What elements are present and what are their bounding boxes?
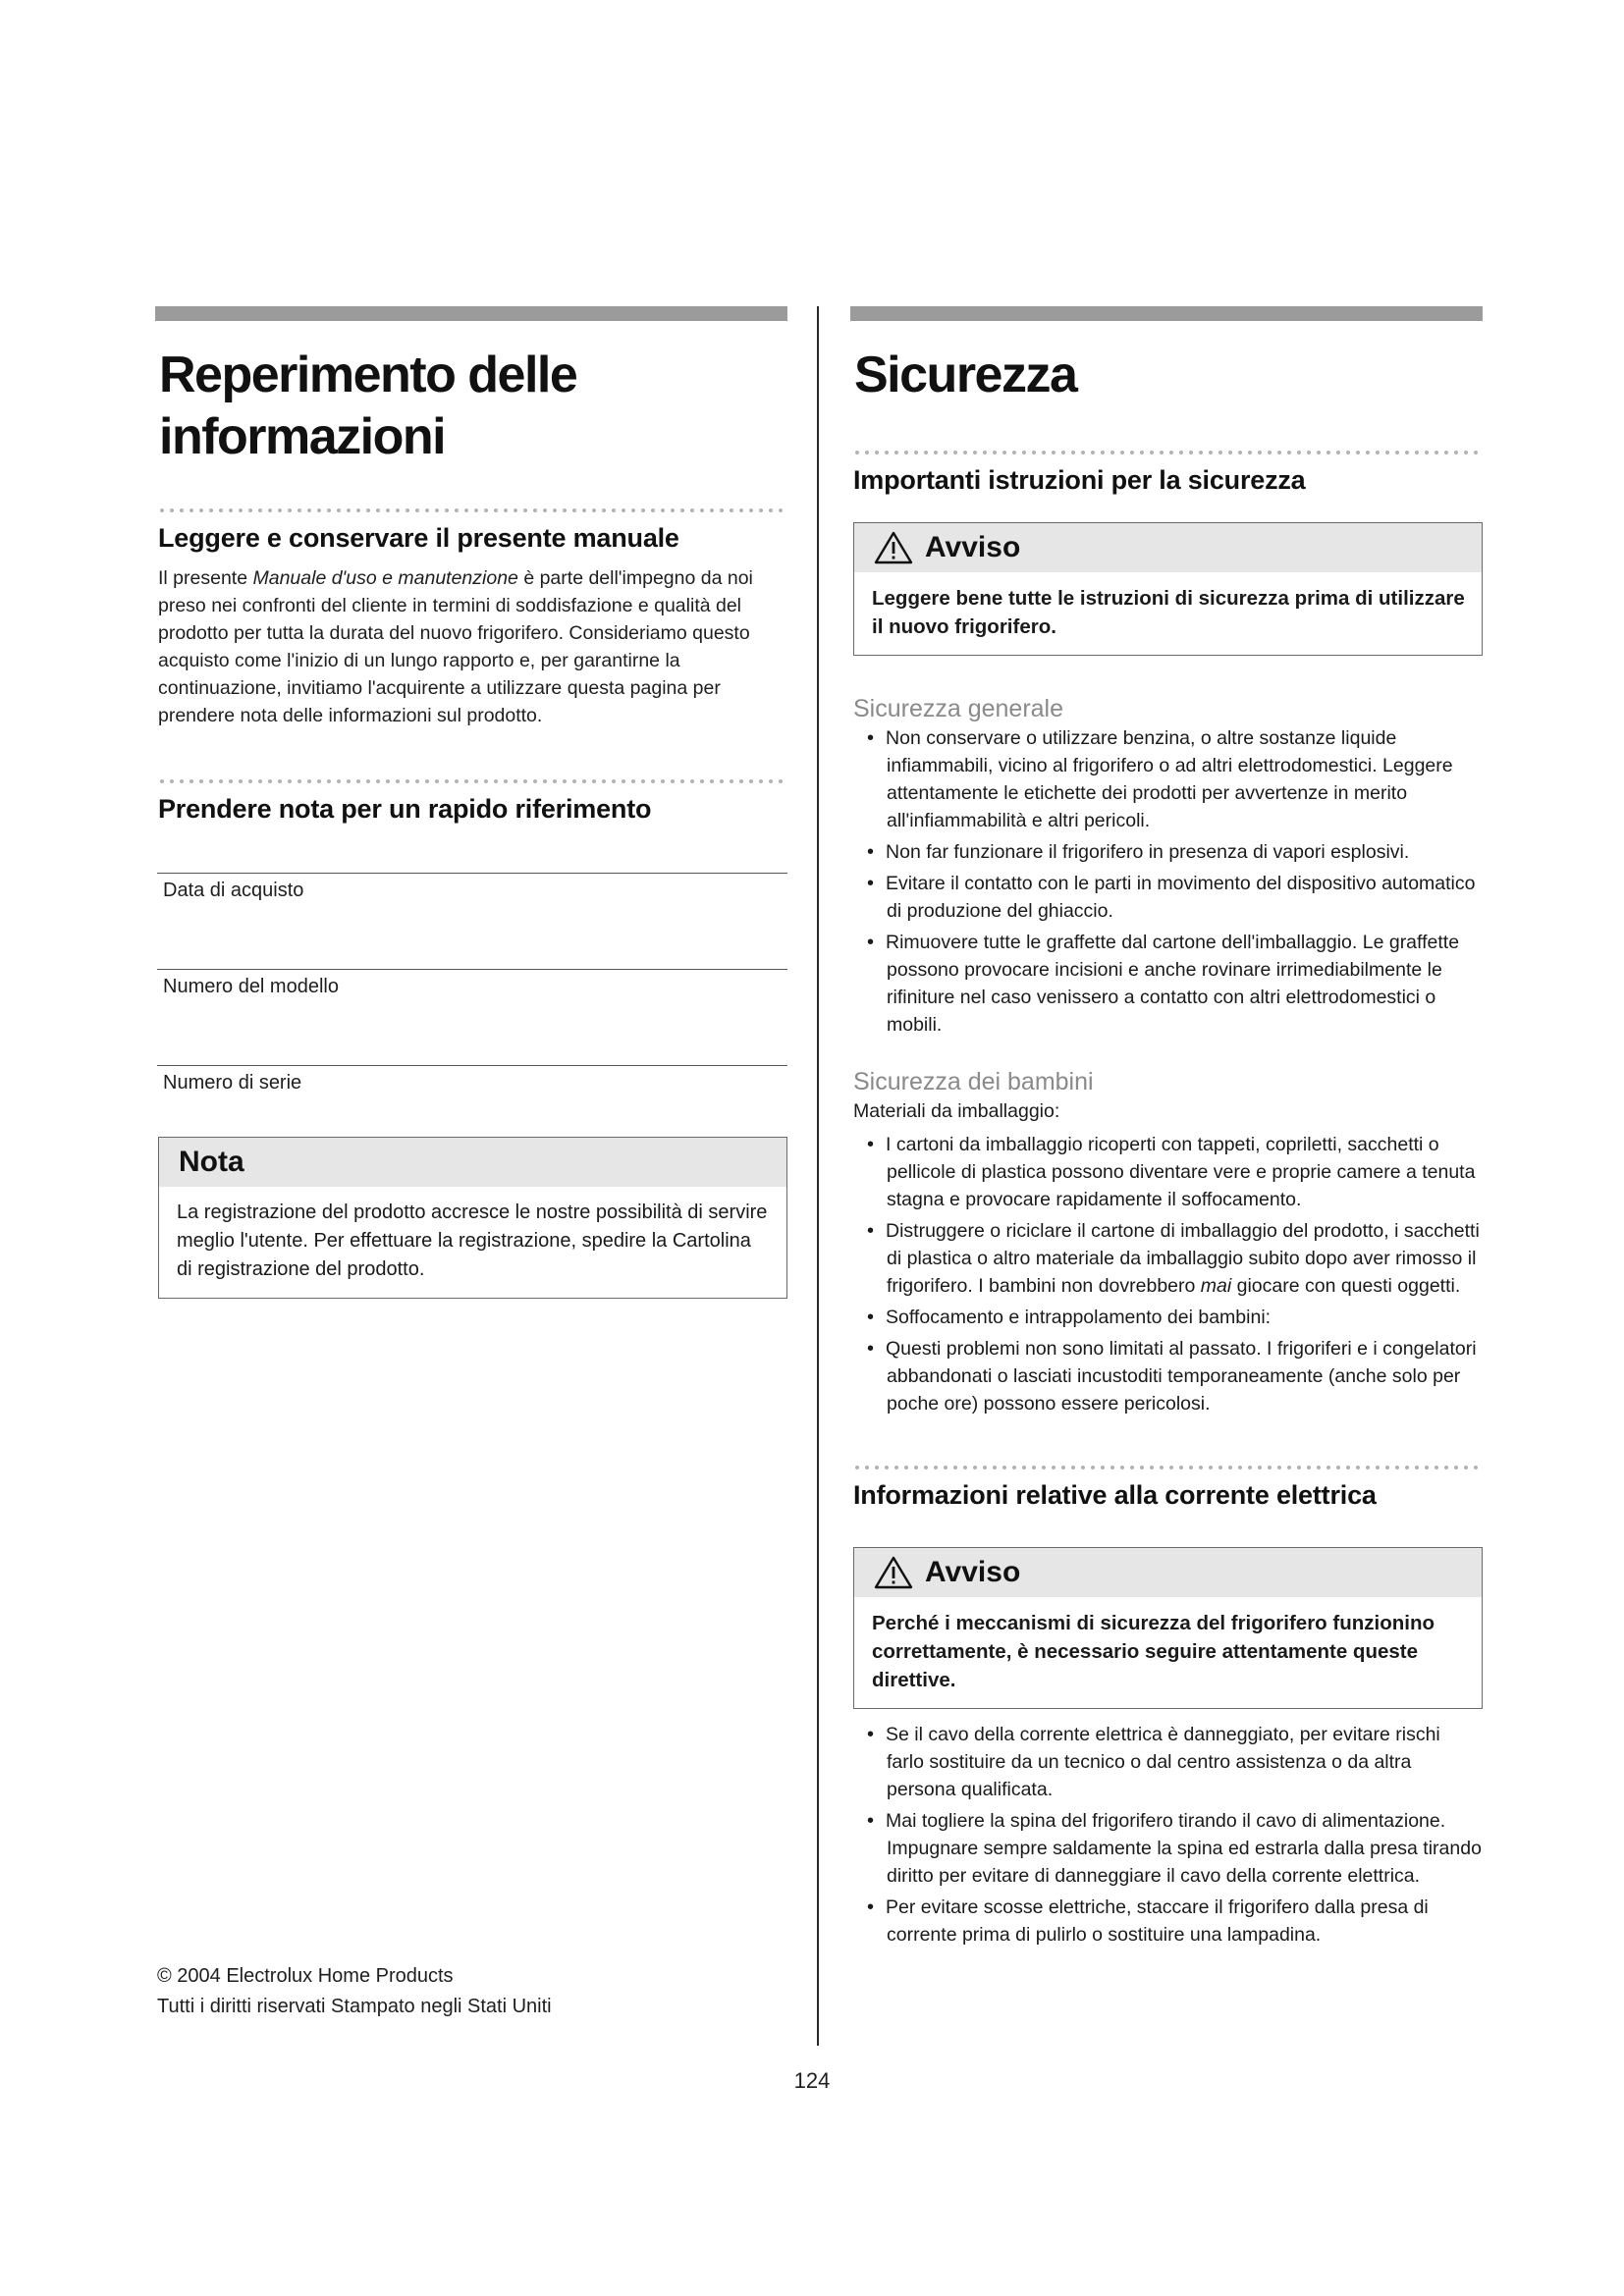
dotted-divider <box>852 1465 1483 1470</box>
dotted-divider <box>157 778 787 784</box>
list-item <box>853 1217 1483 1300</box>
field-line <box>157 1065 787 1066</box>
child-safety-list <box>850 1131 1483 1417</box>
page-title-right: Sicurezza <box>854 347 1077 403</box>
page-title-left <box>159 345 787 468</box>
manual-title-italic: Manuale d'uso e manutenzione <box>252 567 518 589</box>
item-text-prefix: Distruggere o riciclare il cartone di imballaggio del prodotto, i sacchetti di plastica o altro materiale da imballaggio subito dopo aver rimosso il frigorifero. I bambini non dovrebbero <box>886 1220 1480 1297</box>
page-number: 124 <box>793 2068 831 2093</box>
section-top-bar <box>850 306 1483 321</box>
item-text-suffix: giocare con questi oggetti. <box>1231 1275 1461 1297</box>
warning-title: Avviso <box>925 1556 1021 1588</box>
para-suffix: è parte dell'impegno da noi preso nei confronti del cliente in termini di soddisfazione e qualità del prodotto per tutta la durata del nuovo frigorifero. Consideriamo questo acquisto come l'inizio di un lungo rapporto e, per garantirne la continuazione, invitiamo l'acquirente a utilizzare questa pagina per prendere nota delle informazioni sul prodotto. <box>158 567 753 726</box>
field-label: Data di acquisto <box>163 880 304 901</box>
field-label: Numero del modello <box>163 976 339 997</box>
copyright-line: © 2004 Electrolux Home Products <box>157 1965 454 1987</box>
copyright-footer <box>157 1961 552 2022</box>
warning-box <box>853 1547 1483 1709</box>
section-heading-safety-instructions: Importanti istruzioni per la sicurezza <box>853 465 1306 495</box>
serial-number-field <box>157 1065 787 1095</box>
list-item: • Se il cavo della corrente elettrica è danneggiato, per evitare rischi farlo sostituire da un tecnico o dal centro assistenza o da altra persona qualificata. <box>853 1721 1483 1803</box>
manual-paragraph <box>158 564 787 729</box>
list-item: • I cartoni da imballaggio ricoperti con tappeti, copriletti, sacchetti o pellicole di plastica possono diventare vere e proprie camere a tenuta stagna e provocare rapidamente il soffocamento. <box>853 1131 1483 1213</box>
list-item: • Questi problemi non sono limitati al passato. I frigoriferi e i congelatori abbandonati o lasciati incustoditi temporaneamente (anche solo per poche ore) possono essere pericolosi. <box>853 1335 1483 1417</box>
rights-line: Tutti i diritti riservati Stampato negli Stati Uniti <box>157 1996 552 2017</box>
note-title: Nota <box>159 1138 786 1187</box>
purchase-date-field <box>157 873 787 903</box>
section-heading-manual: Leggere e conservare il presente manuale <box>158 523 679 553</box>
section-heading-quick-reference: Prendere nota per un rapido riferimento <box>158 794 652 824</box>
item-text-italic: mai <box>1200 1275 1232 1297</box>
warning-triangle-icon <box>874 531 913 564</box>
warning-title: Avviso <box>925 531 1021 563</box>
list-item: • Mai togliere la spina del frigorifero tirando il cavo di alimentazione. Impugnare sempre saldamente la spina ed estrarla dalla presa tirando diritto per evitare di danneggiare il cavo della corrente elettrica. <box>853 1807 1483 1890</box>
list-item: • Rimuovere tutte le graffette dal cartone dell'imballaggio. Le graffette possono provocare incisioni e anche rovinare irrimediabilmente le rifiniture nel caso venissero a contatto con altri elettrodomestici o mobili. <box>853 929 1483 1039</box>
list-item: • Non far funzionare il frigorifero in presenza di vapori esplosivi. <box>853 838 1483 866</box>
warning-header <box>854 523 1482 572</box>
para-prefix: Il presente <box>158 567 253 589</box>
list-item: • Evitare il contatto con le parti in movimento del dispositivo automatico di produzione del ghiaccio. <box>853 870 1483 925</box>
model-number-field <box>157 969 787 999</box>
warning-body: Perché i meccanismi di sicurezza del frigorifero funzionino correttamente, è necessario seguire attentamente queste direttive. <box>872 1612 1435 1691</box>
packaging-intro: Materiali da imballaggio: <box>853 1100 1060 1122</box>
left-column <box>155 306 787 1299</box>
warning-triangle-icon <box>874 1556 913 1589</box>
warning-box <box>853 522 1483 656</box>
field-line <box>157 873 787 874</box>
note-box <box>158 1137 787 1299</box>
list-item: • Per evitare scosse elettriche, staccare il frigorifero dalla presa di corrente prima di pulirlo o sostituire una lampadina. <box>853 1894 1483 1949</box>
field-label: Numero di serie <box>163 1072 302 1094</box>
title-line-2: informazioni <box>159 408 446 465</box>
warning-body: Leggere bene tutte le istruzioni di sicurezza prima di utilizzare il nuovo frigorifero. <box>872 587 1465 638</box>
section-heading-electrical: Informazioni relative alla corrente elettrica <box>853 1480 1377 1510</box>
list-item: • Soffocamento e intrappolamento dei bambini: <box>853 1304 1483 1331</box>
dotted-divider <box>157 507 787 513</box>
title-line-1: Reperimento delle <box>159 347 577 403</box>
section-top-bar <box>155 306 787 321</box>
general-safety-heading: Sicurezza generale <box>853 695 1064 722</box>
list-item: • Non conservare o utilizzare benzina, o altre sostanze liquide infiammabili, vicino al frigorifero o ad altri elettrodomestici. Leggere attentamente le etichette dei prodotti per avvertenze in merito all'infiammabilità e altri pericoli. <box>853 724 1483 834</box>
note-body: La registrazione del prodotto accresce le nostre possibilità di servire meglio l'utente. Per effettuare la registrazione, spedire la Cartolina di registrazione del prodotto. <box>177 1201 768 1280</box>
right-column <box>850 306 1483 1952</box>
dotted-divider <box>852 450 1483 455</box>
warning-header <box>854 1548 1482 1597</box>
column-divider <box>817 306 819 2046</box>
electrical-list <box>850 1721 1483 1949</box>
field-line <box>157 969 787 970</box>
general-safety-list <box>850 724 1483 1039</box>
child-safety-heading: Sicurezza dei bambini <box>853 1068 1094 1095</box>
